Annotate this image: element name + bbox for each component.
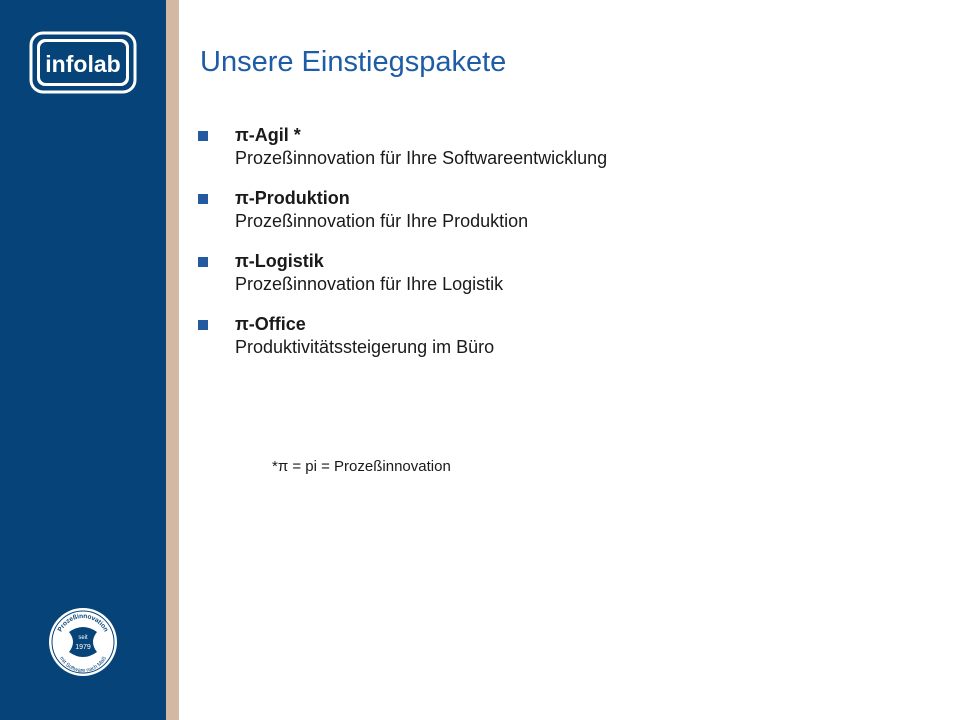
list-item <box>198 250 938 296</box>
square-bullet-icon <box>198 320 208 330</box>
list-item <box>198 313 938 359</box>
bullet-title: π-Logistik <box>235 251 324 271</box>
seal-since-label: seit <box>78 635 88 641</box>
list-item <box>198 124 938 170</box>
seal-top-text: Prozeßinnovation <box>56 612 110 634</box>
bullet-title: π-Office <box>235 314 306 334</box>
bullet-description: Prozeßinnovation für Ihre Logistik <box>235 274 504 294</box>
logo-text: infolab <box>45 51 121 77</box>
square-bullet-icon <box>198 131 208 141</box>
square-bullet-icon <box>198 194 208 204</box>
bullet-list <box>198 124 938 376</box>
bullet-title: π-Agil * <box>235 125 301 145</box>
square-bullet-icon <box>198 257 208 267</box>
bullet-description: Prozeßinnovation für Ihre Produktion <box>235 211 529 231</box>
seal-badge <box>47 606 119 678</box>
sidebar-stripe <box>166 0 179 720</box>
seal-bottom-text: mit Software nach Maß <box>58 655 108 675</box>
footnote: *π = pi = Prozeßinnovation <box>272 458 451 475</box>
bullet-description: Produktivitätssteigerung im Büro <box>235 337 495 357</box>
bullet-description: Prozeßinnovation für Ihre Softwareentwicklung <box>235 148 608 168</box>
infolab-logo <box>28 30 138 95</box>
bullet-title: π-Produktion <box>235 188 350 208</box>
list-item <box>198 187 938 233</box>
seal-since-year: 1979 <box>75 644 91 651</box>
page-title: Unsere Einstiegspakete <box>200 46 507 78</box>
